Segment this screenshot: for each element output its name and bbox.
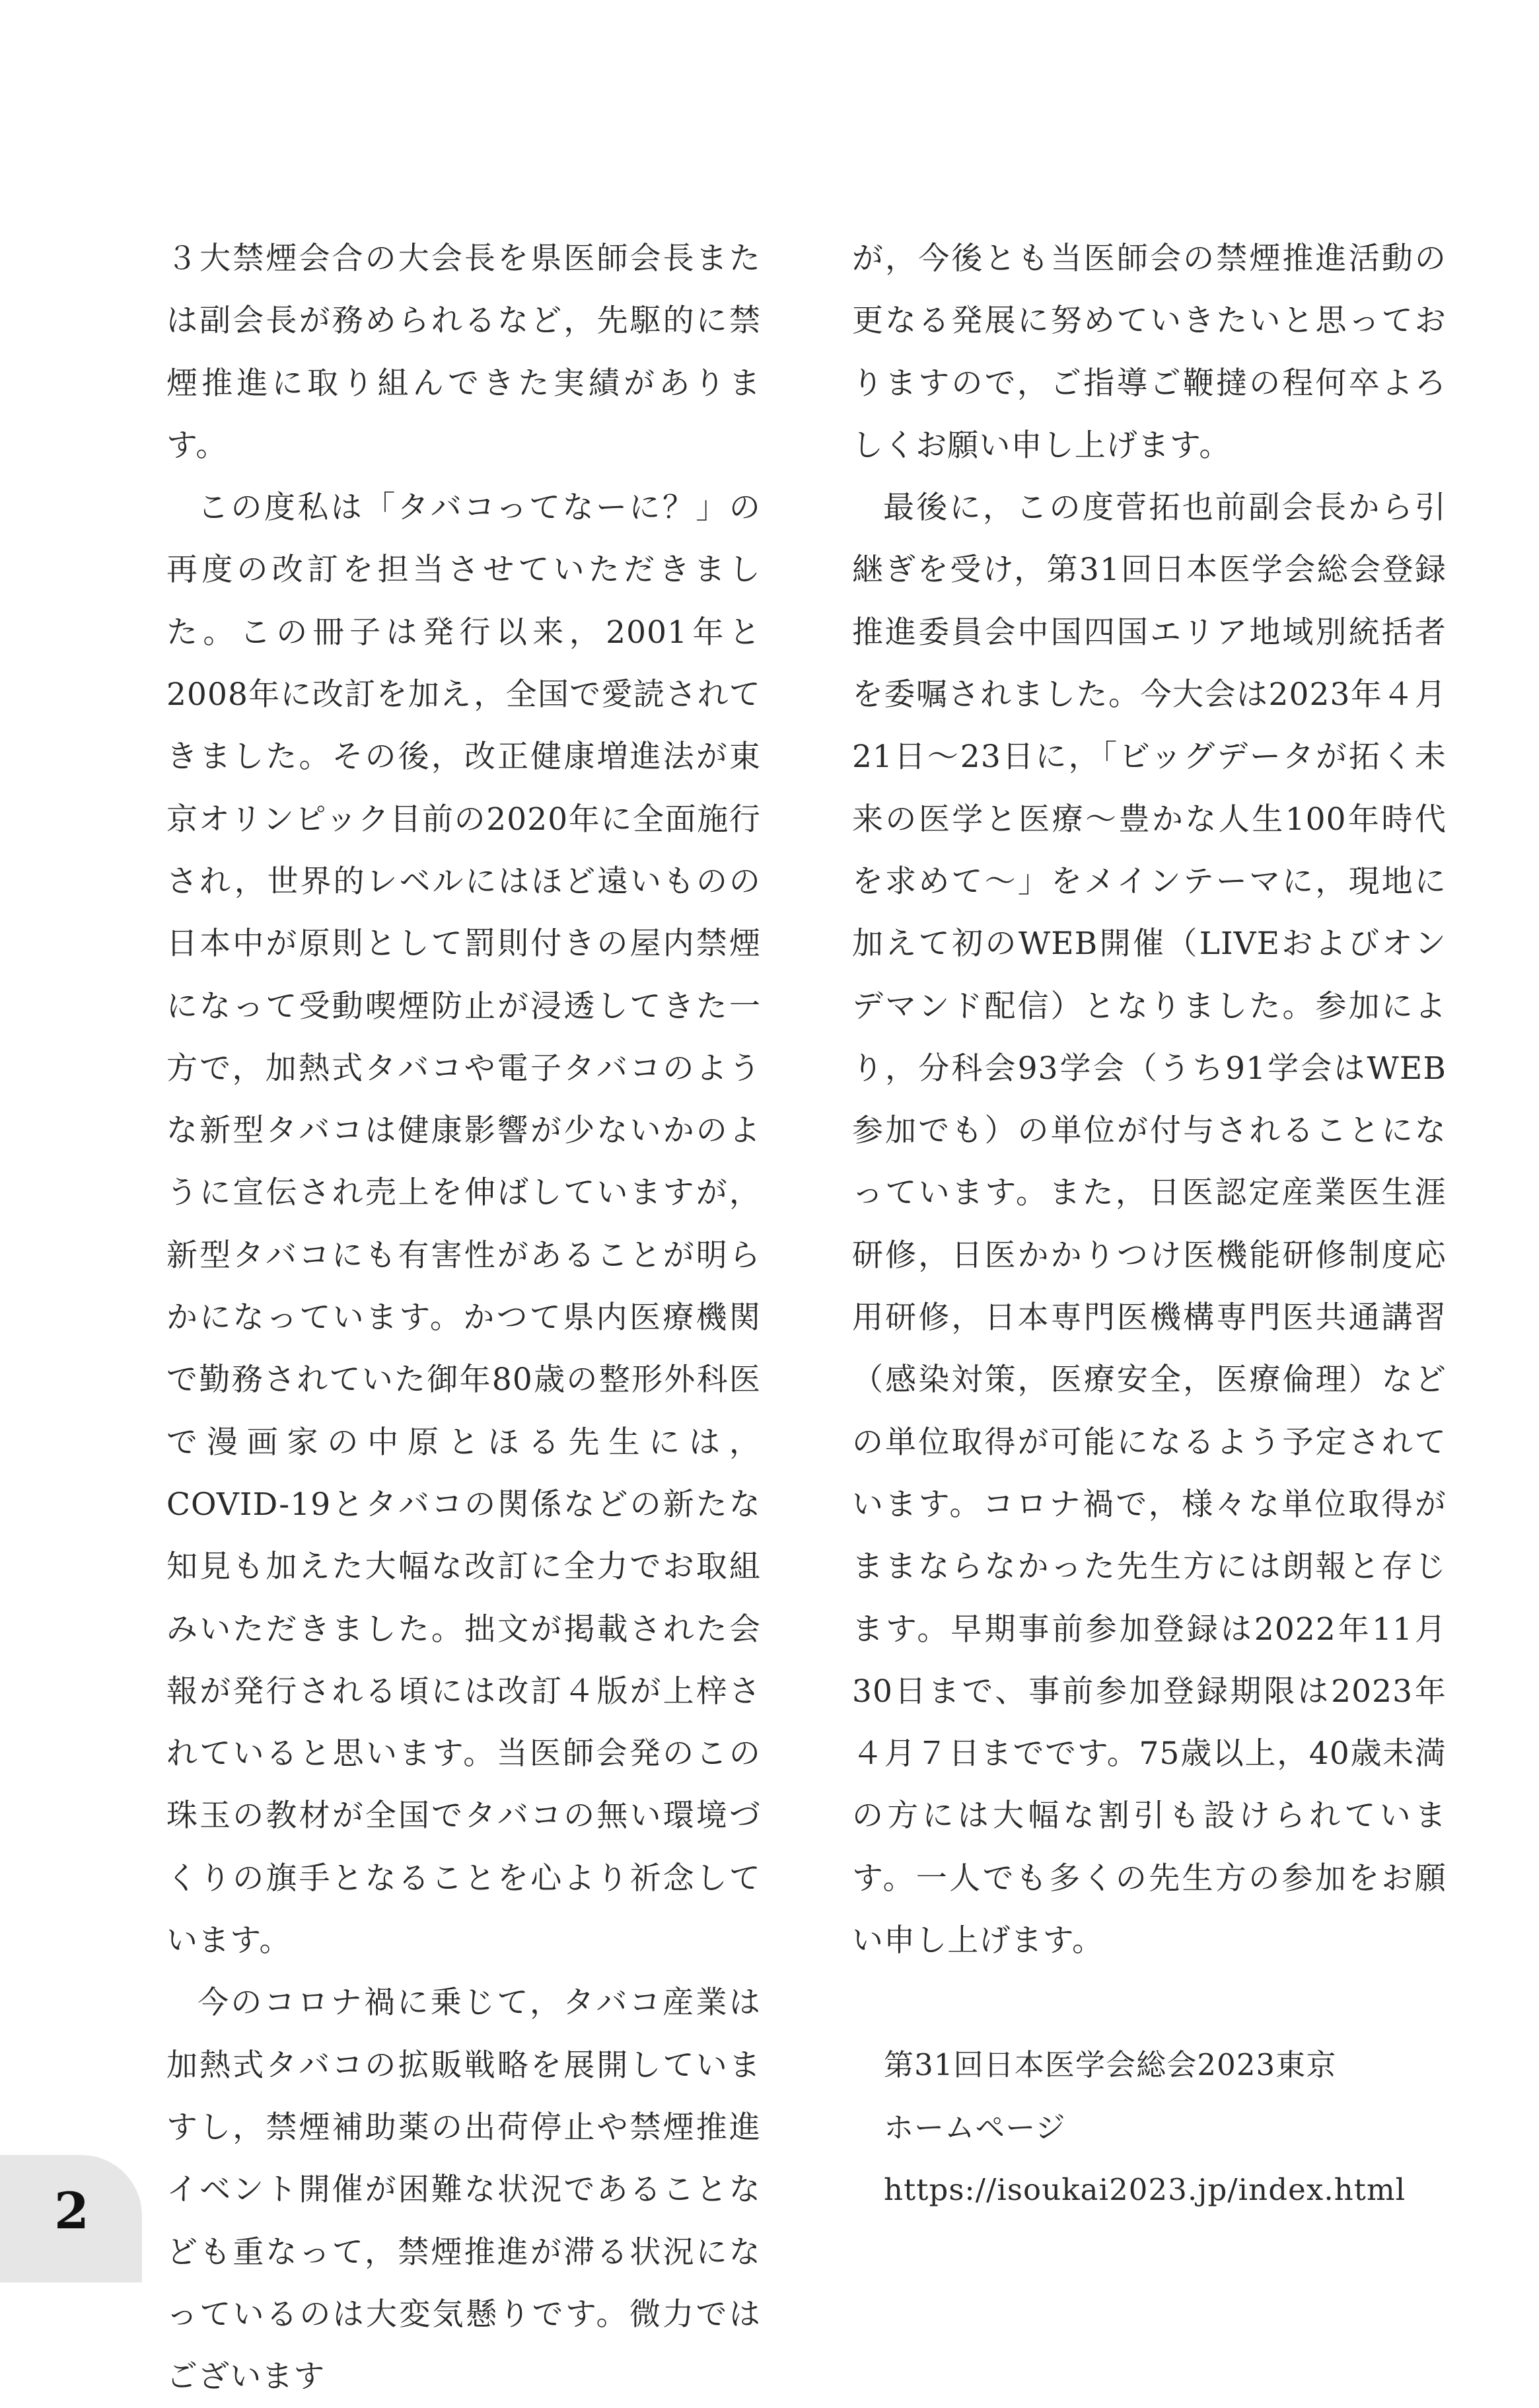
left-paragraph-2: この度私は「タバコってなーに？」の再度の改訂を担当させていただきました。この冊子は発行以来，2001年と2008年に改訂を加え，全国で愛読されてきました。その後，改正健康増進法が東京オリンピック目前の2020年に全面施行され，世界的レベルにはほど遠いものの日本中が原則として罰則付きの屋内禁煙になって受動喫煙防止が浸透してきた一方で，加熱式タバコや電子タバコのような新型タバコは健康影響が少ないかのように宣伝され売上を伸ばしていますが，新型タバコにも有害性があることが明らかになっています。かつて県内医療機関で勤務されていた御年80歳の整形外科医で漫画家の中原とほる先生には，COVID-19とタバコの関係などの新たな知見も加えた大幅な改訂に全力でお取組みいただきました。拙文が掲載された会報が発行される頃には改訂４版が上梓されていると思います。当医師会発のこの珠玉の教材が全国でタバコの無い環境づくりの旗手となることを心より祈念しています。 xyxy=(166,490,761,1959)
right-column xyxy=(852,228,1447,2221)
website-note xyxy=(852,2034,1447,2221)
page-number: 2 xyxy=(54,2181,89,2240)
website-note-title: 第31回日本医学会総会2023東京 xyxy=(884,2047,1337,2083)
left-paragraph-1: ３大禁煙会合の大会長を県医師会長または副会長が務められるなど，先駆的に禁煙推進に取り組んできた実績があります。 xyxy=(166,240,761,464)
right-paragraph-1: が，今後とも当医師会の禁煙推進活動の更なる発展に努めていきたいと思っておりますので，ご指導ご鞭撻の程何卒よろしくお願い申し上げます。 xyxy=(852,240,1447,464)
right-paragraph-2: 最後に，この度菅拓也前副会長から引継ぎを受け，第31回日本医学会総会登録推進委員会中国四国エリア地域別統括者を委嘱されました。今大会は2023年４月21日～23日に，「ビッグデータが拓く未来の医学と医療～豊かな人生100年時代を求めて～」をメインテーマに，現地に加えて初のWEB開催（LIVEおよびオンデマンド配信）となりました。参加により，分科会93学会（うち91学会はWEB参加でも）の単位が付与されることになっています。また，日医認定産業医生涯研修，日医かかりつけ医機能研修制度応用研修，日本専門医機構専門医共通講習（感染対策，医療安全，医療倫理）などの単位取得が可能になるよう予定されています。コロナ禍で，様々な単位取得がままならなかった先生方には朗報と存じます。早期事前参加登録は2022年11月30日まで、事前参加登録期限は2023年４月７日までです。75歳以上，40歳未満の方には大幅な割引も設けられています。一人でも多くの先生方の参加をお願い申し上げます。 xyxy=(852,490,1447,1959)
left-paragraph-3: 今のコロナ禍に乗じて，タバコ産業は加熱式タバコの拡販戦略を展開していますし，禁煙補助薬の出荷停止や禁煙推進イベント開催が困難な状況であることなども重なって，禁煙推進が滞る状況になっているのは大変気懸りです。微力ではございます xyxy=(166,1985,761,2395)
website-note-label: ホームページ xyxy=(884,2109,1066,2145)
left-column xyxy=(166,228,761,2408)
website-note-url[interactable]: https://isoukai2023.jp/index.html xyxy=(884,2171,1406,2207)
